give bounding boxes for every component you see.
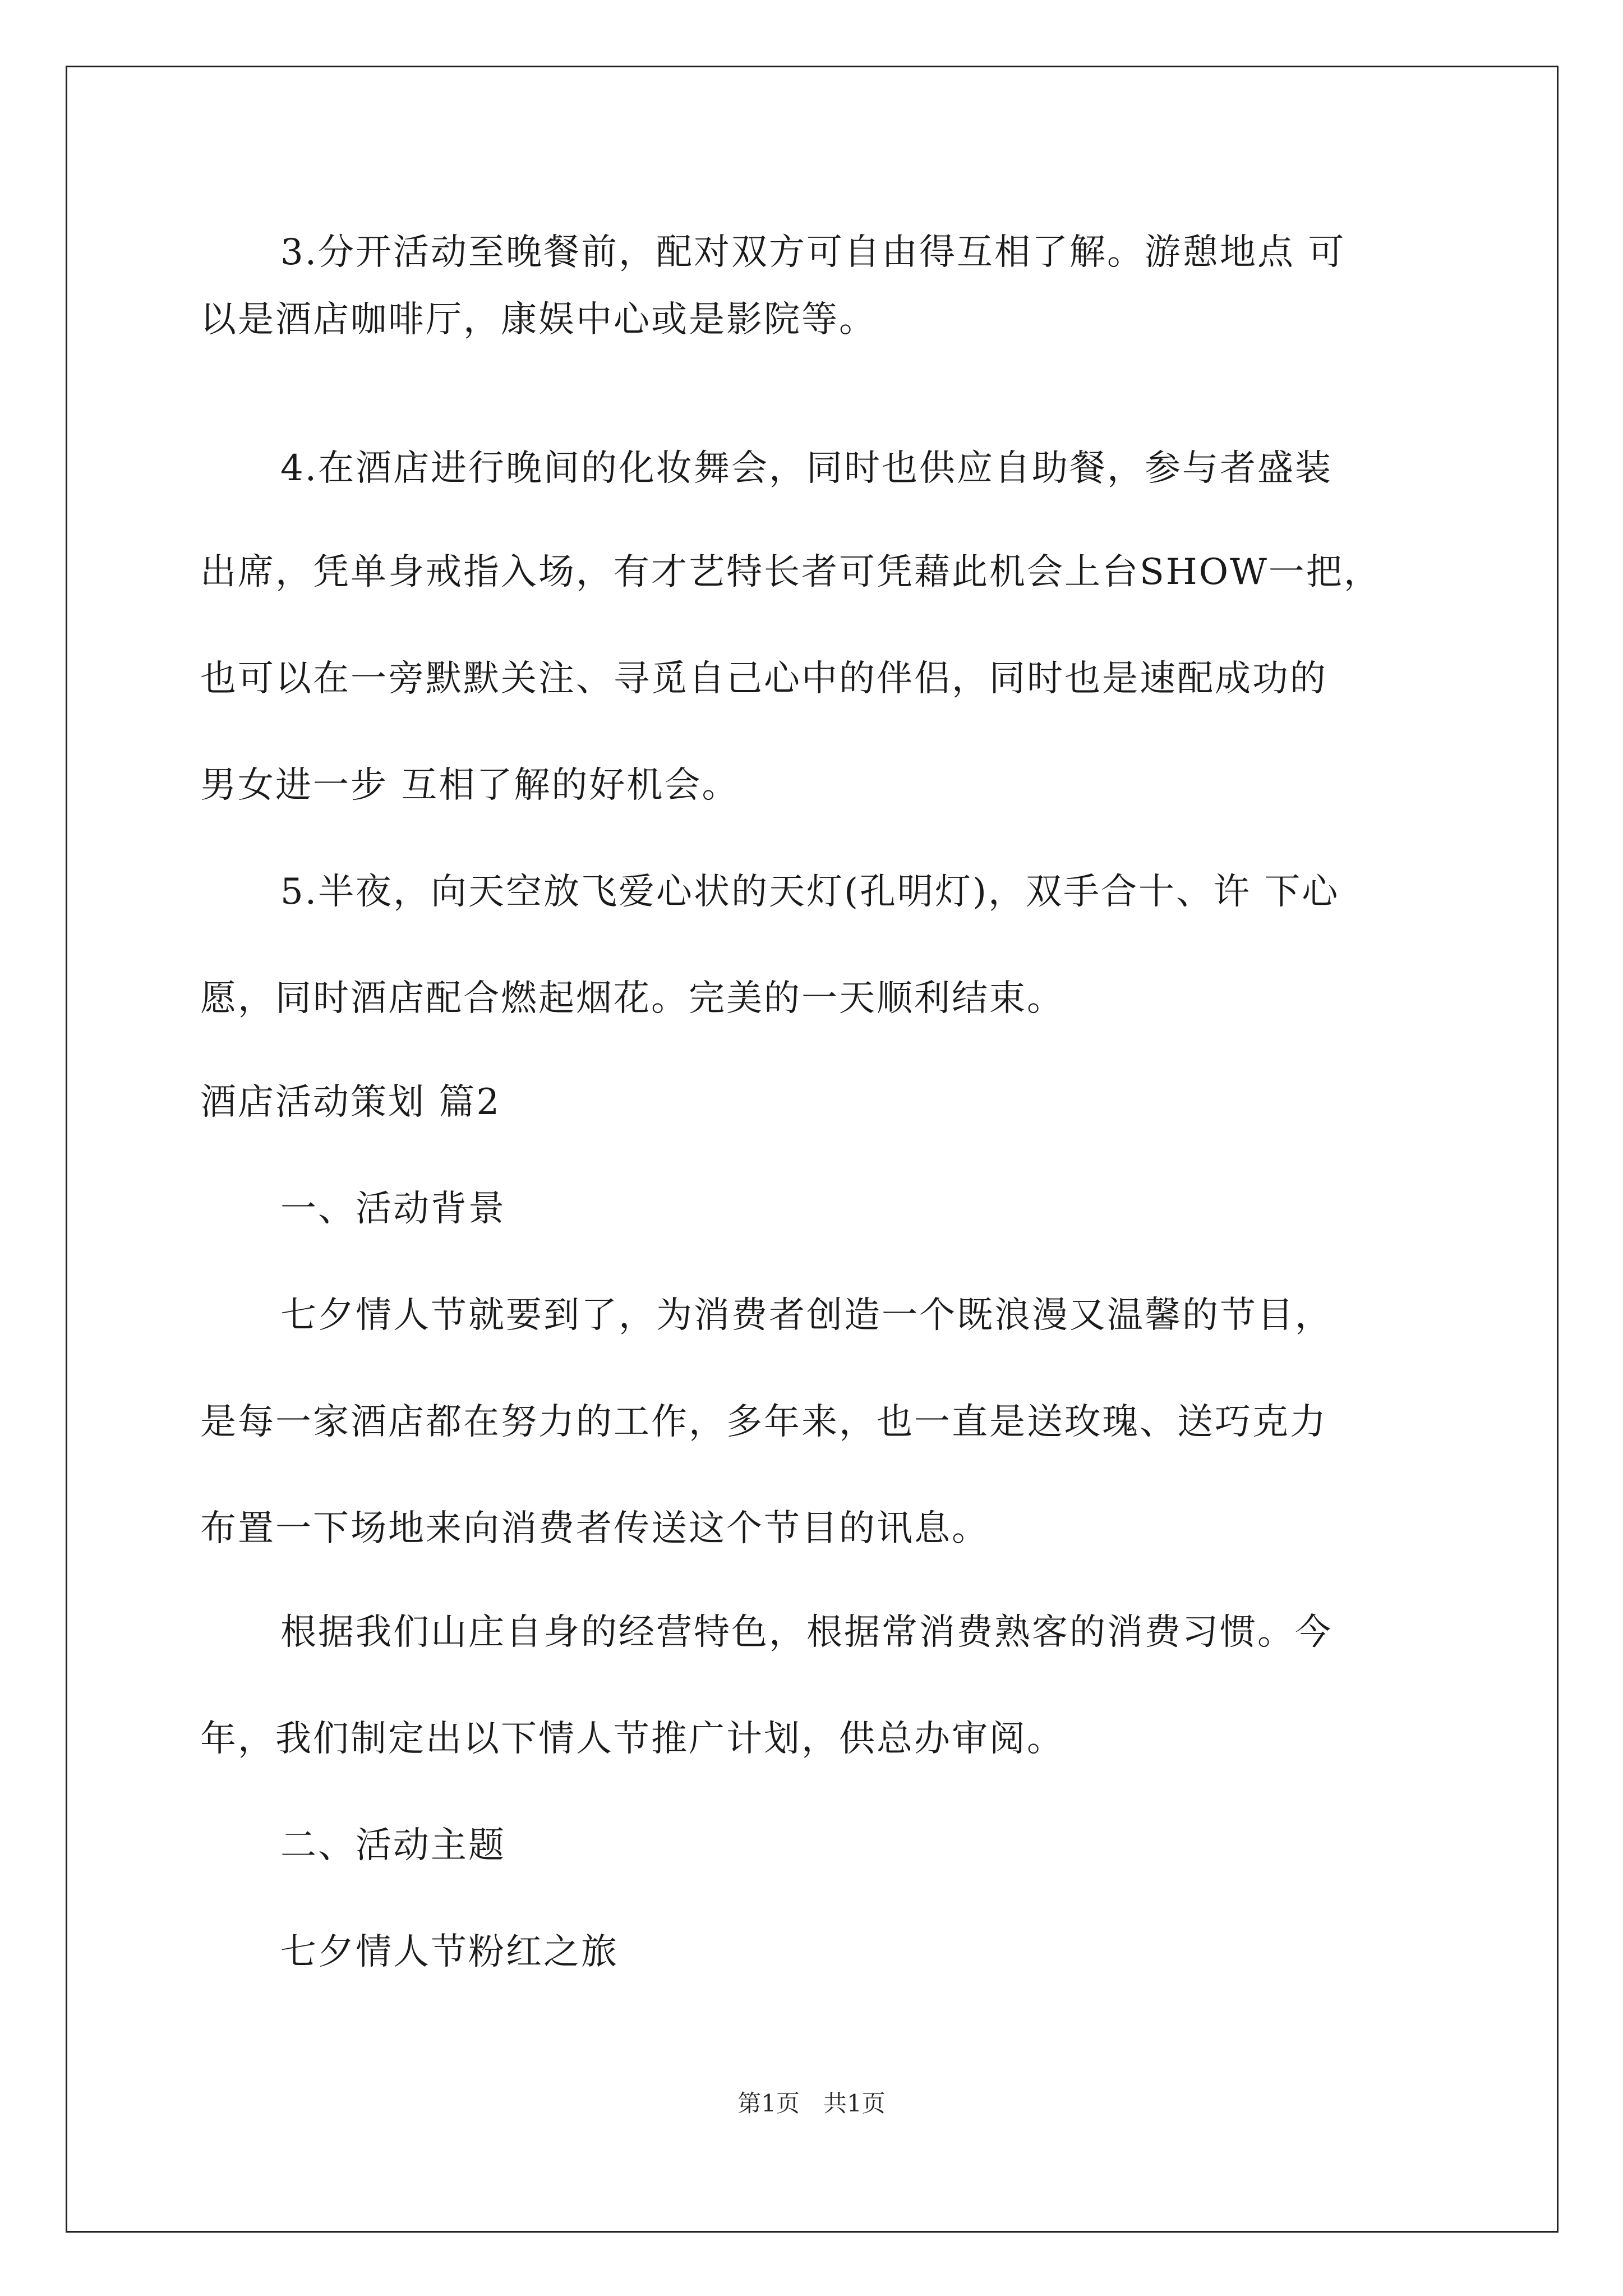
page-border (66, 66, 1559, 2233)
paragraph-line: 根据我们山庄自身的经营特色，根据常消费熟客的消费习惯。今 (280, 1612, 1332, 1653)
paragraph-line: 以是酒店咖啡厅，康娱中心或是影院等。 (200, 299, 877, 341)
paragraph-line: 4.在酒店进行晚间的化妆舞会，同时也供应自助餐，参与者盛装 (280, 448, 1333, 489)
section-title: 酒店活动策划 篇2 (200, 1082, 501, 1123)
paragraph-line: 出席，凭单身戒指入场，有才艺特长者可凭藉此机会上台SHOW一把， (200, 551, 1381, 593)
paragraph-line: 七夕情人节粉红之旅 (280, 1931, 619, 1973)
paragraph-line: 七夕情人节就要到了，为消费者创造一个既浪漫又温馨的节目， (280, 1295, 1332, 1336)
paragraph-line: 年，我们制定出以下情人节推广计划，供总办审阅。 (200, 1718, 1064, 1760)
section-heading: 二、活动主题 (280, 1825, 506, 1866)
paragraph-line: 愿，同时酒店配合燃起烟花。完美的一天顺利结束。 (200, 978, 1064, 1019)
paragraph-line: 也可以在一旁默默关注、寻觅自己心中的伴侣，同时也是速配成功的 (200, 658, 1327, 700)
paragraph-line: 男女进一步 互相了解的好机会。 (200, 765, 740, 806)
paragraph-line: 3.分开活动至晚餐前，配对双方可自由得互相了解。游憩地点 可 (280, 232, 1346, 273)
paragraph-line: 5.半夜，向天空放飞爱心状的天灯(孔明灯)，双手合十、许 下心 (280, 871, 1340, 913)
paragraph-line: 是每一家酒店都在努力的工作，多年来，也一直是送玫瑰、送巧克力 (200, 1401, 1327, 1443)
section-heading: 一、活动背景 (280, 1188, 506, 1230)
paragraph-line: 布置一下场地来向消费者传送这个节目的讯息。 (200, 1508, 989, 1549)
page-footer: 第1页 共1页 (737, 2090, 886, 2117)
